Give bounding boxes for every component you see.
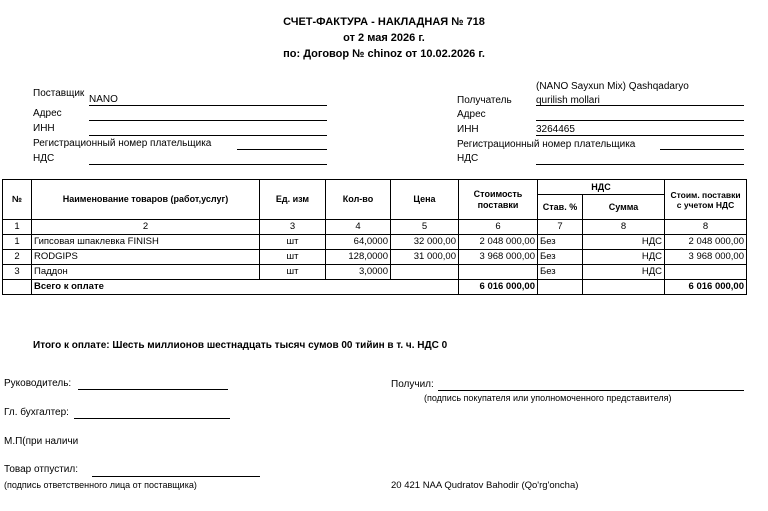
col-vat-header: НДС — [538, 180, 665, 195]
invoice-title: СЧЕТ-ФАКТУРА - НАКЛАДНАЯ № 718 — [283, 16, 485, 28]
row-vat-rate: Без — [538, 265, 583, 280]
stamp-label: М.П(при наличи — [4, 436, 79, 447]
column-number: 4 — [326, 220, 391, 235]
row-unit: шт — [260, 235, 326, 250]
column-number: 2 — [32, 220, 260, 235]
invoice-date: от 2 мая 2026 г. — [343, 32, 425, 44]
director-sign-line — [78, 389, 228, 390]
row-vat-rate: Без — [538, 235, 583, 250]
recipient-reg-line — [660, 149, 744, 150]
supplier-address-label: Адрес — [33, 108, 62, 119]
row-total: 3 968 000,00 — [665, 250, 747, 265]
row-vat-sum: НДС — [583, 235, 665, 250]
col-qty-header: Кол-во — [326, 180, 391, 220]
row-no: 3 — [3, 265, 32, 280]
total-sum: 6 016 000,00 — [665, 280, 747, 295]
recipient-inn: 3264465 — [536, 124, 575, 135]
released-note: (подпись ответственного лица от поставщика) — [4, 480, 197, 490]
col-cost-header: Стоимость поставки — [459, 180, 538, 220]
recipient-address-label: Адрес — [457, 109, 486, 120]
total-empty-cell — [3, 280, 32, 295]
supplier-name: NANO — [89, 94, 118, 105]
table-row — [3, 235, 747, 250]
row-price — [391, 265, 459, 280]
row-qty: 128,0000 — [326, 250, 391, 265]
recipient-name-line — [536, 105, 744, 106]
row-name: Паддон — [32, 265, 260, 280]
row-qty: 64,0000 — [326, 235, 391, 250]
column-number: 3 — [260, 220, 326, 235]
recipient-nds-line — [536, 164, 744, 165]
table-row — [3, 265, 747, 280]
supplier-reg-line — [237, 149, 327, 150]
total-cost: 6 016 000,00 — [459, 280, 538, 295]
supplier-nds-label: НДС — [33, 153, 55, 164]
col-total-header: Стоим. поставки с учетом НДС — [665, 180, 747, 220]
supplier-nds-line — [89, 164, 327, 165]
recipient-inn-line — [536, 135, 744, 136]
supplier-label: Поставщик — [33, 88, 85, 99]
items-table — [2, 179, 747, 295]
row-unit: шт — [260, 265, 326, 280]
row-cost: 2 048 000,00 — [459, 235, 538, 250]
row-qty: 3,0000 — [326, 265, 391, 280]
footer-note: 20 421 NAA Qudratov Bahodir (Qo'rg'oncha) — [391, 480, 579, 491]
accountant-sign-line — [74, 418, 230, 419]
supplier-name-line — [89, 105, 327, 106]
received-label: Получил: — [391, 379, 434, 390]
row-total: 2 048 000,00 — [665, 235, 747, 250]
col-vat-rate-header: Став. % — [538, 195, 583, 220]
row-price: 31 000,00 — [391, 250, 459, 265]
received-sign-line — [438, 390, 744, 391]
column-numbers-row — [3, 220, 747, 235]
released-label: Товар отпустил: — [4, 464, 78, 475]
column-number: 8 — [665, 220, 747, 235]
table-row — [3, 250, 747, 265]
supplier-inn-label: ИНН — [33, 123, 55, 134]
column-number: 7 — [538, 220, 583, 235]
row-cost — [459, 265, 538, 280]
total-empty-cell — [538, 280, 583, 295]
accountant-label: Гл. бухгалтер: — [4, 407, 69, 418]
col-name-header: Наименование товаров (работ,услуг) — [32, 180, 260, 220]
supplier-inn-line — [89, 135, 327, 136]
recipient-reg-label: Регистрационный номер плательщика — [457, 139, 636, 150]
column-number: 6 — [459, 220, 538, 235]
row-price: 32 000,00 — [391, 235, 459, 250]
recipient-label: Получатель — [457, 95, 512, 106]
recipient-name-line1: (NANO Sayxun Mix) Qashqadaryo — [536, 81, 689, 92]
column-number: 5 — [391, 220, 459, 235]
row-vat-sum: НДС — [583, 265, 665, 280]
total-label: Всего к оплате — [32, 280, 459, 295]
released-sign-line — [92, 476, 260, 477]
director-label: Руководитель: — [4, 378, 72, 389]
recipient-inn-label: ИНН — [457, 124, 479, 135]
column-number: 8 — [583, 220, 665, 235]
col-unit-header: Ед. изм — [260, 180, 326, 220]
row-name: Гипсовая шпаклевка FINISH — [32, 235, 260, 250]
summary-text: Итого к оплате: Шесть миллионов шестнадцать тысяч сумов 00 тийин в т. ч. НДС 0 — [33, 340, 448, 351]
col-vat-sum-header: Сумма — [583, 195, 665, 220]
row-unit: шт — [260, 250, 326, 265]
invoice-contract: по: Договор № chinoz от 10.02.2026 г. — [283, 48, 485, 60]
row-no: 1 — [3, 235, 32, 250]
recipient-name-line2: qurilish mollari — [536, 95, 600, 106]
col-price-header: Цена — [391, 180, 459, 220]
supplier-address-line — [89, 120, 327, 121]
supplier-reg-label: Регистрационный номер плательщика — [33, 138, 212, 149]
col-no-header: № — [3, 180, 32, 220]
row-total — [665, 265, 747, 280]
recipient-address-line — [536, 120, 744, 121]
row-cost: 3 968 000,00 — [459, 250, 538, 265]
row-vat-sum: НДС — [583, 250, 665, 265]
recipient-nds-label: НДС — [457, 153, 479, 164]
table-header-row-1 — [3, 180, 747, 195]
row-vat-rate: Без — [538, 250, 583, 265]
total-row — [3, 280, 747, 295]
total-empty-cell — [583, 280, 665, 295]
column-number: 1 — [3, 220, 32, 235]
row-name: RODGIPS — [32, 250, 260, 265]
received-note: (подпись покупателя или уполномоченного представителя) — [424, 393, 672, 403]
row-no: 2 — [3, 250, 32, 265]
